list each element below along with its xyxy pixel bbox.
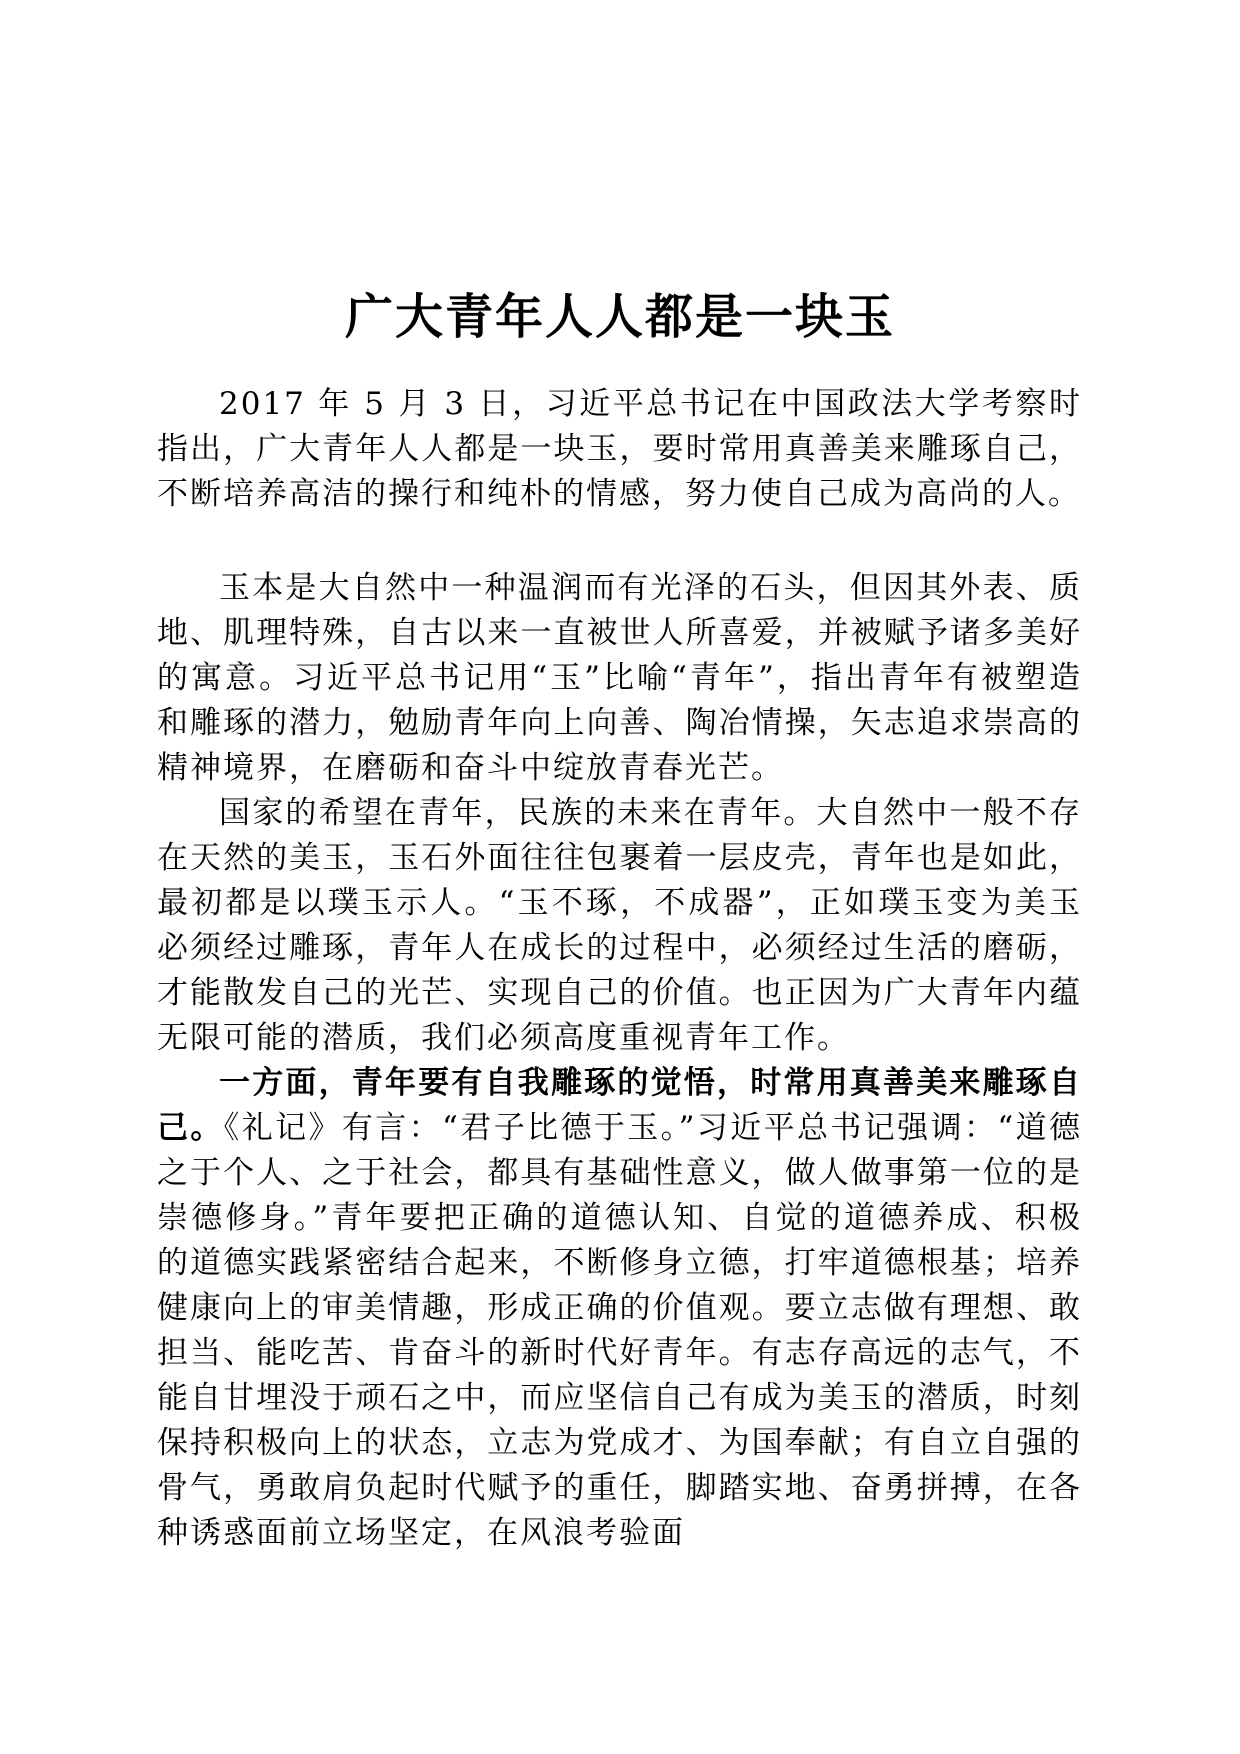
paragraph-4-body: 《礼记》有言：“君子比德于玉。”习近平总书记强调：“道德之于个人、之于社会，都具有基础性意义，做人做事第一位的是崇德修身。”青年要把正确的道德认知、自觉的道德养成、积极的道德实践紧密结合起来，不断修身立德，打牢道德根基；培养健康向上的审美情趣，形成正确的价值观。要立志做有理想、敢担当、能吃苦、肯奋斗的新时代好青年。有志存高远的志气，不能自甘埋没于顽石之中，而应坚信自己有成为美玉的潜质，时刻保持积极向上的状态，立志为党成才、为国奉献；有自立自强的骨气，勇敢肩负起时代赋予的重任，脚踏实地、奋勇拼搏，在各种诱惑面前立场坚定，在风浪考验面	[157, 1110, 1083, 1551]
paragraph-4-lead: 一方面，青年要有自我雕琢的觉悟，时常用真善美来雕琢自己。	[157, 1065, 1082, 1146]
paragraph-3: 国家的希望在青年，民族的未来在青年。大自然中一般不存在天然的美玉，玉石外面往往包裹着一层皮壳，青年也是如此，最初都是以璞玉示人。“玉不琢，不成器”，正如璞玉变为美玉必须经过雕琢，青年人在成长的过程中，必须经过生活的磨砺，才能散发自己的光芒、实现自己的价值。也正因为广大青年内蕴无限可能的潜质，我们必须高度重视青年工作。	[157, 795, 1082, 1056]
paragraph-4	[157, 1061, 1082, 1556]
paragraph-2: 玉本是大自然中一种温润而有光泽的石头，但因其外表、质地、肌理特殊，自古以来一直被世人所喜爱，并被赋予诸多美好的寓意。习近平总书记用“玉”比喻“青年”，指出青年有被塑造和雕琢的潜力，勉励青年向上向善、陶冶情操，矢志追求崇高的精神境界，在磨砺和奋斗中绽放青春光芒。	[157, 570, 1082, 786]
paragraph-1: 2017 年 5 月 3 日，习近平总书记在中国政法大学考察时指出，广大青年人人都是一块玉，要时常用真善美来雕琢自己，不断培养高洁的操行和纯朴的情感，努力使自己成为高尚的人。	[157, 386, 1082, 512]
document-title: 广大青年人人都是一块玉	[344, 289, 895, 346]
